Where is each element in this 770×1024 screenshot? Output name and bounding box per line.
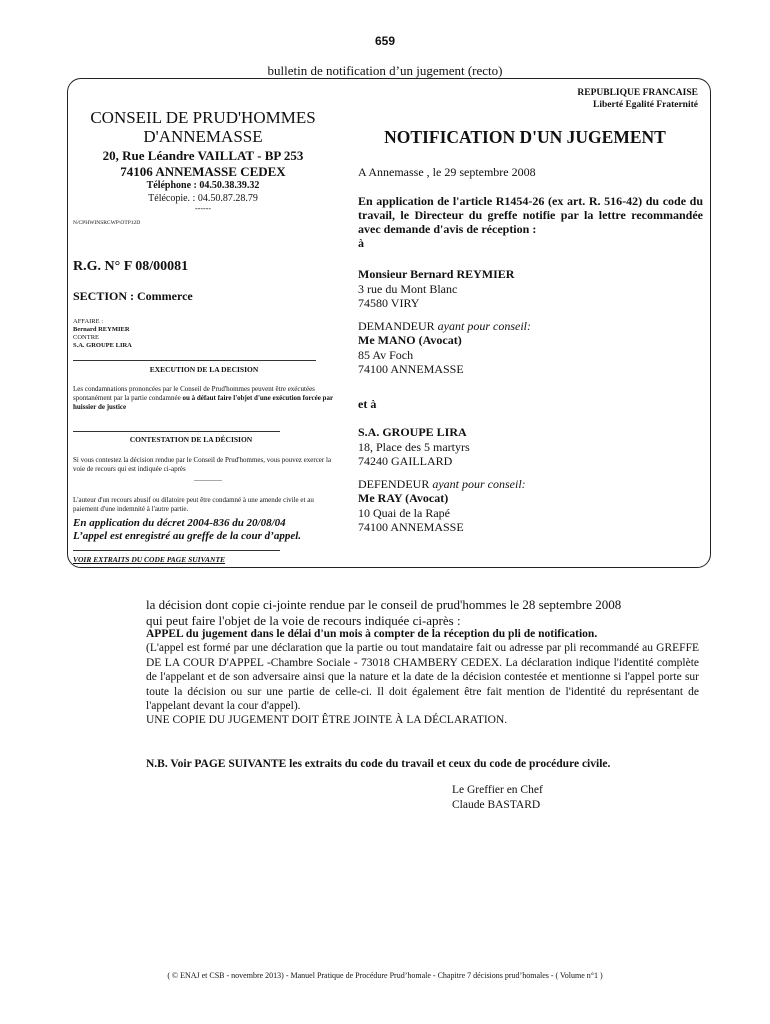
defendeur-address2: 74240 GAILLARD — [358, 454, 453, 468]
decret-line2: L’appel est enregistré au greffe de la cour d’appel. — [73, 530, 302, 542]
signature-name: Claude BASTARD — [452, 799, 541, 811]
et-a: et à — [358, 397, 377, 411]
demandeur-role-line — [358, 319, 703, 334]
conseil-address-line2: 74106 ANNEMASSE CEDEX — [120, 164, 286, 179]
conseil-address — [68, 148, 338, 180]
republique-header — [577, 87, 698, 111]
demandeur-address1: 3 rue du Mont Blanc — [358, 281, 458, 296]
conseil-title — [68, 108, 338, 146]
execution-text-plain: Les condamnations prononcées par le Conseil de Prud'hommes peuvent être exécutées spontanément par la partie condamnée — [73, 385, 315, 402]
affaire-contre: CONTRE — [73, 334, 99, 341]
notification-date: A Annemasse , le 29 septembre 2008 — [358, 165, 536, 179]
decret-notice — [73, 517, 343, 543]
page-number: 659 — [374, 34, 396, 48]
contestation-text: Si vous contestez la décision rendue par le Conseil de Prud'hommes, vous pouvez exercer la voie de recours qui est indiquée ci-après — [73, 456, 332, 473]
execution-text-bold: ou à défaut faire l'objet d'une exécution forcée par huissier de justice — [73, 394, 333, 411]
divider — [73, 550, 280, 551]
defendeur-name: S.A. GROUPE LIRA — [358, 425, 467, 439]
defendeur-conseil-name: Me RAY (Avocat) — [358, 491, 449, 505]
decision-line2: qui peut faire l'objet de la voie de recours indiquée ci-après : — [146, 613, 461, 628]
demandeur-name: Monsieur Bernard REYMIER — [358, 267, 515, 281]
defendeur-block — [358, 425, 703, 535]
notification-application: En application de l'article R1454-26 (ex art. R. 516-42) du code du travail, le Directeur du greffe notifie par la lettre recommandée avec demande d'avis de réception : — [358, 194, 703, 236]
telecopie: Télécopie. : 04.50.87.28.79 — [148, 193, 258, 204]
demandeur-conseil-address1: 85 Av Foch — [358, 347, 414, 362]
page-subtitle: bulletin de notification d’un jugement (recto) — [267, 63, 503, 78]
demandeur-address2: 74580 VIRY — [358, 296, 420, 310]
execution-heading: EXECUTION DE LA DECISION — [149, 365, 259, 374]
rg-number: R.G. N° F 08/00081 — [73, 259, 189, 274]
demandeur-conseil-address2: 74100 ANNEMASSE — [358, 362, 464, 376]
telephone: Téléphone : 04.50.38.39.32 — [146, 180, 260, 191]
signature-title: Le Greffier en Chef — [452, 784, 543, 796]
defendeur-role-line — [358, 477, 703, 492]
affaire-demandeur: Bernard REYMIER — [73, 326, 130, 333]
devise-line: Liberté Egalité Fraternité — [593, 100, 698, 110]
document-reference: N/CPHWINSRCWP\OTP12D — [73, 220, 141, 226]
contestation-separator: ———— — [194, 476, 222, 484]
defendeur-address1: 18, Place des 5 martyrs — [358, 439, 470, 454]
notification-title: NOTIFICATION D'UN JUGEMENT — [384, 127, 666, 147]
defendeur-conseil-address2: 74100 ANNEMASSE — [358, 520, 464, 534]
divider — [73, 360, 316, 361]
section-label: SECTION : Commerce — [73, 289, 193, 303]
affaire-block — [73, 318, 132, 350]
conseil-title-line2: D'ANNEMASSE — [143, 127, 263, 146]
divider — [73, 431, 280, 432]
notification-a: à — [358, 236, 364, 250]
decision-intro — [146, 597, 699, 629]
decision-paragraph: (L'appel est formé par une déclaration que la partie ou tout mandataire fait ou adresse par pli recommandé au GREFFE DE LA COUR D'APPEL -Chambre Sociale - 73018 CHAMBERY CEDEX. La déclaration indique l'identité complète de l'appelant et de son adversaire ainsi que la nature et la date de la décision contestée et mentionne si l'appel porte sur toute la décision ou sur une partie de celle-ci. Il doit également être fait mention de l'identité du représentant de l'appelant devant la cour d'appel). — [146, 642, 699, 712]
demandeur-conseil-name: Me MANO (Avocat) — [358, 333, 462, 347]
defendeur-role-suffix: ayant pour conseil: — [432, 476, 526, 491]
defendeur-role: DEFENDEUR — [358, 476, 430, 491]
demandeur-role: DEMANDEUR — [358, 318, 435, 333]
defendeur-conseil-address1: 10 Quai de la Rapé — [358, 505, 450, 520]
affaire-label: AFFAIRE : — [73, 318, 104, 325]
dash-separator: ------ — [195, 204, 211, 213]
signature-block — [452, 783, 543, 813]
page-footer: ( © ENAJ et CSB - novembre 2013) - Manuel Pratique de Procédure Prud’homale - Chapitre 7 décisions prud’homales - ( Volume n°1 ) — [167, 971, 603, 980]
voir-extraits-link: VOIR EXTRAITS DU CODE PAGE SUIVANTE — [73, 555, 226, 564]
conseil-title-line1: CONSEIL DE PRUD'HOMMES — [90, 108, 316, 127]
affaire-defendeur: S.A. GROUPE LIRA — [73, 342, 132, 349]
execution-text — [73, 385, 338, 412]
contestation-warning: L'auteur d'un recours abusif ou dilatoire peut être condamné à une amende civile et au paiement d'une indemnité à l'autre partie. — [73, 496, 314, 513]
demandeur-role-suffix: ayant pour conseil: — [437, 318, 531, 333]
decision-appel: APPEL du jugement dans le délai d'un mois à compter de la réception du pli de notification. — [146, 628, 598, 640]
demandeur-block — [358, 267, 703, 377]
decision-appel-text: APPEL du jugement dans le délai d'un mois à compter de la réception du pli de notification — [146, 628, 595, 640]
republique-line: REPUBLIQUE FRANCAISE — [577, 88, 698, 98]
conseil-contact — [68, 179, 338, 205]
conseil-address-line1: 20, Rue Léandre VAILLAT - BP 253 — [102, 148, 304, 163]
decret-line1: En application du décret 2004-836 du 20/08/04 — [73, 517, 286, 529]
contestation-heading: CONTESTATION DE LA DÉCISION — [129, 435, 253, 444]
decision-copie: UNE COPIE DU JUGEMENT DOIT ÊTRE JOINTE À LA DÉCLARATION. — [146, 714, 508, 726]
decision-line1: la décision dont copie ci-jointe rendue par le conseil de prud'hommes le 28 septembre 2008 — [146, 597, 622, 612]
decision-nb: N.B. Voir PAGE SUIVANTE les extraits du code du travail et ceux du code de procédure civile. — [146, 758, 611, 770]
